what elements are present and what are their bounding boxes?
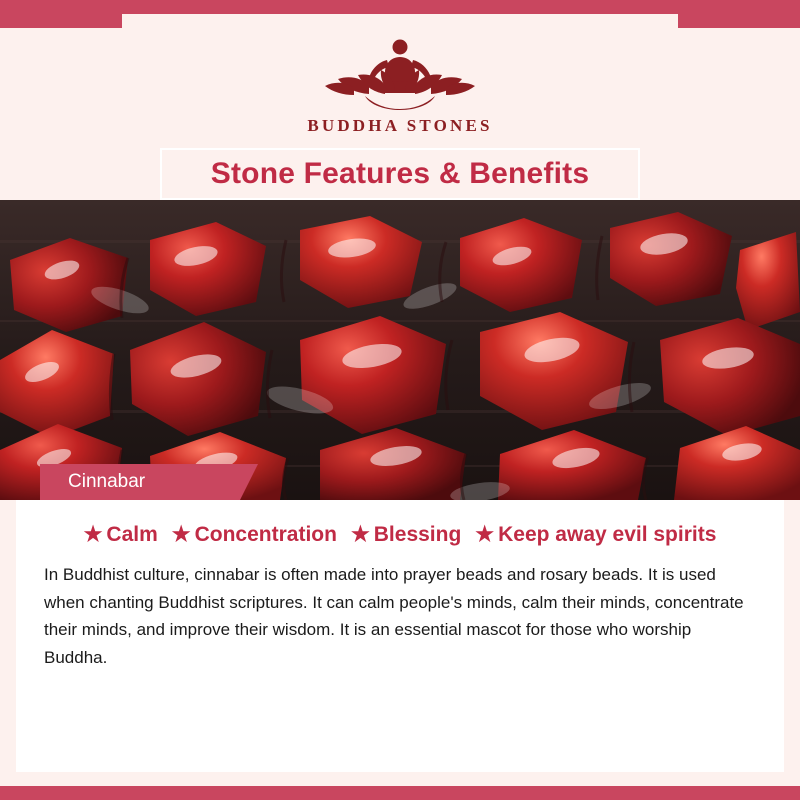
corner-accent-top-right bbox=[678, 14, 800, 28]
benefit-label: Keep away evil spirits bbox=[498, 522, 717, 546]
page-title: Stone Features & Benefits bbox=[210, 157, 590, 190]
description-panel bbox=[16, 500, 784, 772]
description-text: In Buddhist culture, cinnabar is often made into prayer beads and rosary beads. It is used when chanting Buddhist scriptures. It can calm people's minds, calm their minds, concentrate their minds, and improve their wisdom. It is an essential mascot for those who worship Buddha. bbox=[44, 565, 744, 667]
benefits-list bbox=[44, 522, 756, 547]
benefit-item bbox=[351, 522, 461, 547]
stone-photo bbox=[0, 200, 800, 500]
title-box bbox=[160, 148, 640, 200]
benefit-label: Blessing bbox=[373, 522, 462, 546]
brand-name: BUDDHA STONES bbox=[307, 116, 493, 135]
lotus-meditation-icon bbox=[325, 30, 475, 114]
benefit-label: Calm bbox=[106, 522, 158, 546]
benefit-item bbox=[172, 522, 337, 547]
star-icon: ★ bbox=[171, 523, 191, 546]
benefit-item bbox=[475, 522, 716, 547]
benefit-label: Concentration bbox=[194, 522, 337, 546]
corner-accent-top-left bbox=[0, 14, 122, 28]
cinnabar-stones-illustration bbox=[0, 200, 800, 500]
star-icon: ★ bbox=[475, 523, 495, 546]
stone-name: Cinnabar bbox=[68, 471, 146, 492]
brand-header bbox=[0, 14, 800, 154]
photo-caption-tag bbox=[40, 464, 240, 500]
star-icon: ★ bbox=[350, 523, 370, 546]
benefit-item bbox=[84, 522, 158, 547]
content-card bbox=[0, 14, 800, 786]
star-icon: ★ bbox=[83, 523, 103, 546]
bottom-accent-bar bbox=[0, 786, 800, 800]
